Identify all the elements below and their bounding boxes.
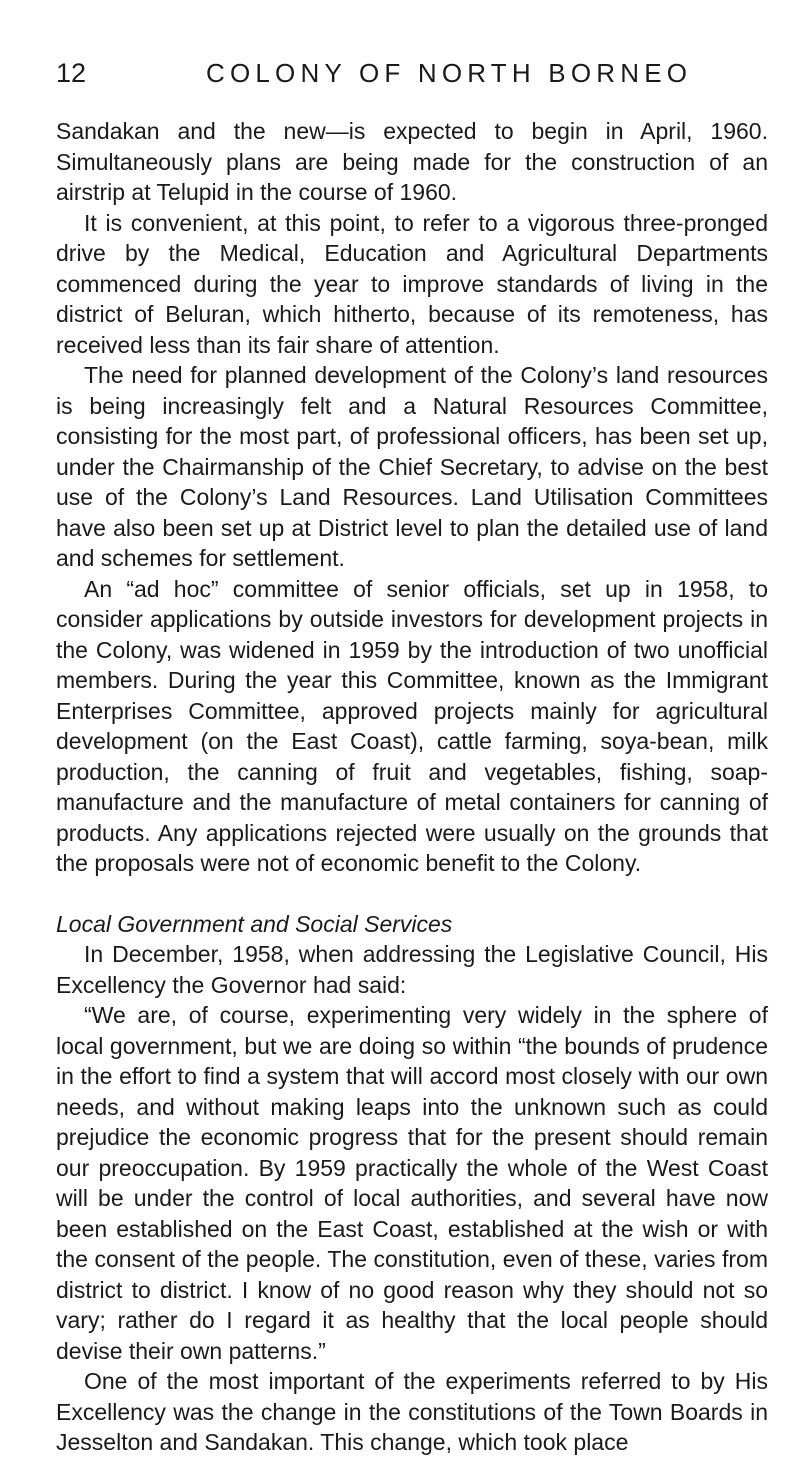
page-header [56, 58, 768, 94]
section-heading: Local Government and Social Services [56, 910, 453, 937]
document-page [56, 58, 768, 1458]
paragraph-immigrant-enterprises: An “ad hoc” committee of senior officials, set up in 1958, to consider applications by outside investors for development projects in the Colony, was widened in 1959 by the introduction of two unofficial members. During the year this Committee, known as the Immigrant Enterprises Committee, approved projects mainly for agricultural development (on the East Coast), cattle farming, soya-bean, milk production, the canning of fruit and vegetables, fishing, soap-manufacture and the manufacture of metal containers for canning of products. Any applications rejected were usually on the grounds that the proposals were not of economic benefit to the Colony. [56, 575, 768, 876]
paragraph-town-boards: One of the most important of the experiments referred to by His Excellency was the change in the constitutions of the Town Boards in Jesselton and Sandakan. This change, which took place [56, 1368, 768, 1455]
paragraph-natural-resources: The need for planned development of the Colony’s land resources is being increasingly felt and a Natural Resources Committee, consisting for the most part, of professional officers, has been set up, under the Chairmanship of the Chief Secretary, to advise on the best use of the Colony’s Land Resources. Land Utilisation Committees have also been set up at District level to plan the detailed use of land and schemes for settlement. [56, 362, 768, 571]
paragraph-beluran-drive: It is convenient, at this point, to refer to a vigorous three-pronged drive by the Medical, Education and Agricultural Departments commenced during the year to improve standards of living in the district of Beluran, which hitherto, because of its remoteness, has received less than its fair share of attention. [56, 209, 768, 358]
paragraph-governor-address: In December, 1958, when addressing the Legislative Council, His Excellency the Governor had said: [56, 941, 768, 998]
page-number: 12 [56, 58, 87, 88]
paragraph-airstrip: Sandakan and the new—is expected to begin in April, 1960. Simultaneously plans are being made for the construction of an airstrip at Telupid in the course of 1960. [56, 118, 768, 205]
paragraph-governor-quote: “We are, of course, experimenting very widely in the sphere of local government, but we are doing so within “the bounds of prudence in the effort to find a system that will accord most closely with our own needs, and without making leaps into the unknown such as could prejudice the economic progress that for the present should remain our preoccupation. By 1959 practically the whole of the West Coast will be under the control of local authorities, and several have now been established on the East Coast, established at the wish or with the consent of the people. The constitution, even of these, varies from district to district. I know of no good reason why they should not so vary; rather do I regard it as healthy that the local people should devise their own patterns.” [56, 1002, 768, 1364]
body-text [56, 116, 768, 1458]
running-head: COLONY OF NORTH BORNEO [206, 58, 693, 88]
